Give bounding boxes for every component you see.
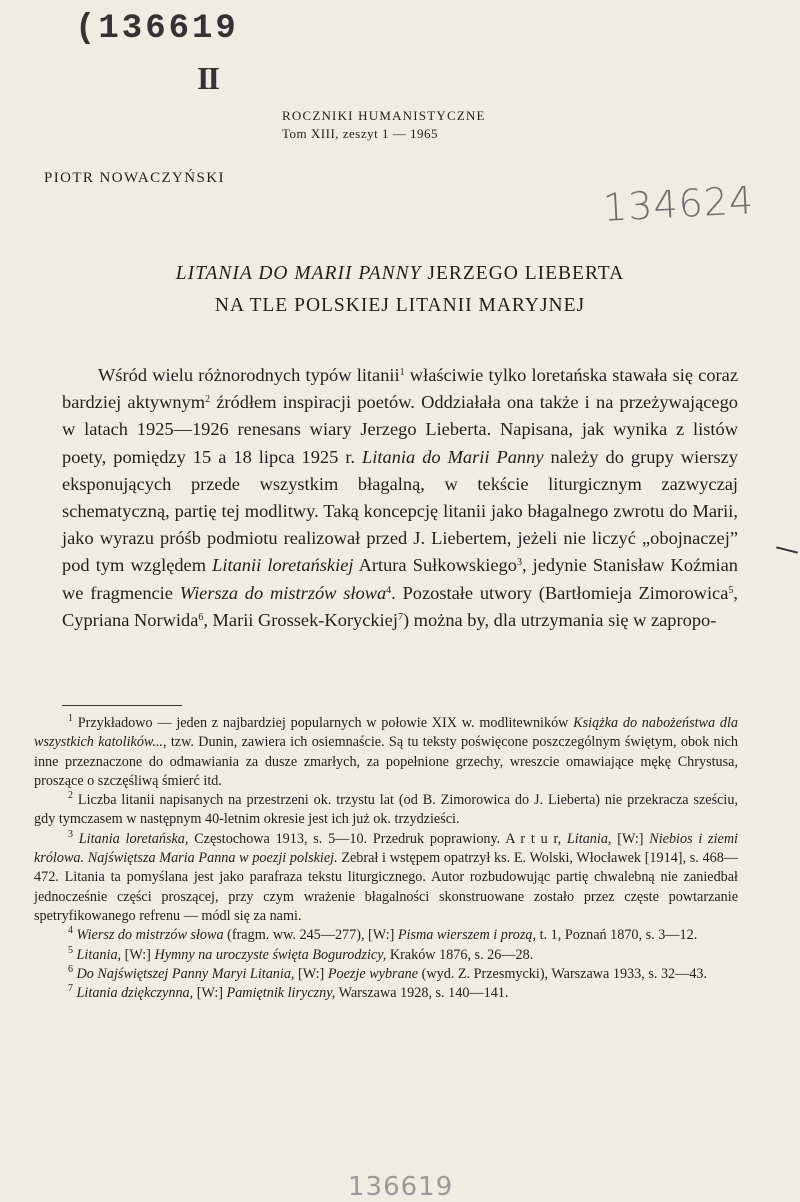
text-run: [W:] [193, 985, 227, 1002]
paragraph [62, 362, 738, 634]
footnote-number: 2 [68, 790, 73, 802]
italic-title: Litania loretańska, [73, 830, 189, 847]
margin-mark [776, 546, 798, 553]
text-run: , Cypriana Norwida [62, 582, 738, 630]
title-line-1 [0, 258, 800, 290]
footnote-number: 5 [68, 944, 73, 956]
footnote-3 [34, 830, 738, 926]
footnote-5 [34, 946, 738, 965]
italic-title: Litanii loretańskiej [212, 555, 354, 576]
title-italic: LITANIA DO MARII PANNY [175, 263, 422, 284]
footnote-ref[interactable]: 4 [386, 584, 392, 596]
footnote-ref[interactable]: 1 [399, 367, 405, 378]
text-run: ) można by, dla utrzymania się w zapropo- [402, 609, 717, 630]
footnote-divider [62, 705, 182, 706]
footnote-ref[interactable]: 5 [728, 584, 734, 596]
text-run: , jedynie Stanisław Koźmian we fragmencie [62, 555, 738, 603]
text-run: [W:] [121, 946, 155, 963]
footnote-ref[interactable]: 7 [397, 611, 403, 623]
text-run: właściwie tylko loretańska stawała się coraz bardziej aktywnym [62, 365, 738, 413]
handwritten-number: 134624 [601, 178, 756, 230]
library-stamp-number: (136619 [75, 10, 239, 48]
footnote-ref[interactable]: 2 [205, 394, 211, 406]
text-run: źródłem inspiracji poetów. Oddziałała ona także i na przeżywającego w latach 1925—1926 renesans wiary Jerzego Lieberta. Napisana, jak wynika z listów poety, pomiędzy 15 a 18 lipca 1925 r. [62, 392, 738, 467]
text-run: (wyd. Z. Przesmycki), Warszawa 1933, s. 32—43. [418, 965, 708, 982]
text-run: . Pozostałe utwory (Bartłomieja Zimorowica [391, 582, 729, 603]
text-run: [W:] [294, 965, 328, 982]
author-name: PIOTR NOWACZYŃSKI [44, 170, 225, 186]
text-run: , Marii Grossek-Koryckiej [203, 609, 398, 630]
italic-title: Pamiętnik liryczny, [226, 985, 336, 1002]
text-run: Zebrał i wstępem opatrzył ks. E. Wolski, Włocławek [1914], s. 468—472. Litania ta pomyślana jest jako parafraza tekstu liturgicznego. Autor rozbudowując partię chwalebną nie zaniedbał jednocześnie części proszącej, przy czym wrażenie błagalności skonstruowane zostało przez częste powtarzanie spetryfikowanego refrenu — módl się za nami. [34, 850, 739, 924]
footnote-4 [34, 926, 738, 945]
body-paragraph [62, 362, 738, 634]
text-run: Wśród wielu różnorodnych typów litanii [98, 365, 400, 385]
text-run: (fragm. ww. 245—277), [W:] [223, 927, 398, 944]
italic-title: Litania, [73, 946, 122, 963]
italic-title: Wiersza do mistrzów słowa [179, 582, 387, 603]
italic-title: Hymny na uroczyste święta Bogurodzicy, [154, 946, 387, 963]
italic-title: Litania, [566, 830, 612, 847]
italic-title: Niebios i ziemi królowa. Najświętsza Maria Panna w poezji polskiej. [34, 830, 739, 867]
text-run: [W:] [611, 830, 650, 847]
bottom-handwritten-number: 136619 [348, 1172, 454, 1202]
journal-issue: Tom XIII, zeszyt 1 — 1965 [282, 126, 439, 141]
footnote-2 [34, 791, 738, 830]
footnote-number: 4 [68, 925, 73, 937]
footnotes [34, 714, 738, 1003]
text-run: Liczba litanii napisanych na przestrzeni ok. trzystu lat (od B. Zimorowica do J. Lieberta) nie przekracza sześciu, gdy tymczasem w następnym 40-letnim okresie jest ich już ok. trzydzieści. [34, 792, 738, 828]
text-run: Warszawa 1928, s. 140—141. [335, 985, 509, 1002]
text-run: Kraków 1876, s. 26—28. [386, 946, 534, 963]
title-rest: JERZEGO LIEBERTA [421, 263, 625, 284]
italic-title: Poezje wybrane [327, 965, 419, 982]
footnote-number: 7 [68, 983, 73, 995]
text-run: Częstochowa 1913, s. 5—10. Przedruk poprawiony. A r t u r, [188, 830, 567, 847]
library-stamp-mark: II [197, 60, 218, 96]
italic-title: Książka do nabożeństwa dla wszystkich katolików..., [34, 715, 738, 751]
text-run: t. 1, Poznań 1870, s. 3—12. [536, 927, 698, 944]
footnote-ref[interactable]: 6 [198, 611, 204, 623]
footnote-7 [34, 984, 738, 1003]
text-run: Artura Sułkowskiego [353, 555, 517, 576]
text-run: tzw. Dunin, zawiera ich osiemnaście. Są tu teksty poświęcone poszczególnym świętym, obok nich inne przeznaczone do odmawiania za dusze zmarłych, za popełnione grzechy, wreszcie omawiające mękę Chrystusa, proszące o szczęśliwą śmierć itd. [34, 734, 738, 789]
footnote-number: 6 [68, 963, 73, 975]
journal-name: ROCZNIKI HUMANISTYCZNE [282, 108, 486, 123]
title-line-2: NA TLE POLSKIEJ LITANII MARYJNEJ [214, 295, 586, 316]
italic-title: Pisma wierszem i prozą, [397, 927, 537, 944]
article-title [0, 258, 800, 322]
text-run: Przykładowo — jeden z najbardziej popularnych w połowie XIX w. modlitewników [73, 715, 574, 731]
italic-title: Do Najświętszej Panny Maryi Litania, [73, 965, 295, 982]
footnote-number: 3 [68, 828, 73, 840]
footnote-number: 1 [68, 713, 73, 724]
italic-title: Wiersz do mistrzów słowa [73, 927, 224, 944]
text-run: należy do grupy wierszy eksponujących przede wszystkim błagalną, w tekście liturgicznym zazwyczaj schematyczną, partię tej modlitwy. Taką koncepcję litanii jako błagalnego zwrotu do Marii, jako wyrazu próśb podmiotu realizował przed J. Liebertem, jeżeli nie liczyć „obojnaczej” pod tym względem [62, 446, 739, 576]
footnote-1 [34, 714, 738, 791]
footnote-6 [34, 965, 738, 984]
footnote-ref[interactable]: 3 [516, 557, 522, 569]
italic-title: Litania do Marii Panny [362, 446, 544, 467]
italic-title: Litania dziękczynna, [73, 985, 194, 1002]
